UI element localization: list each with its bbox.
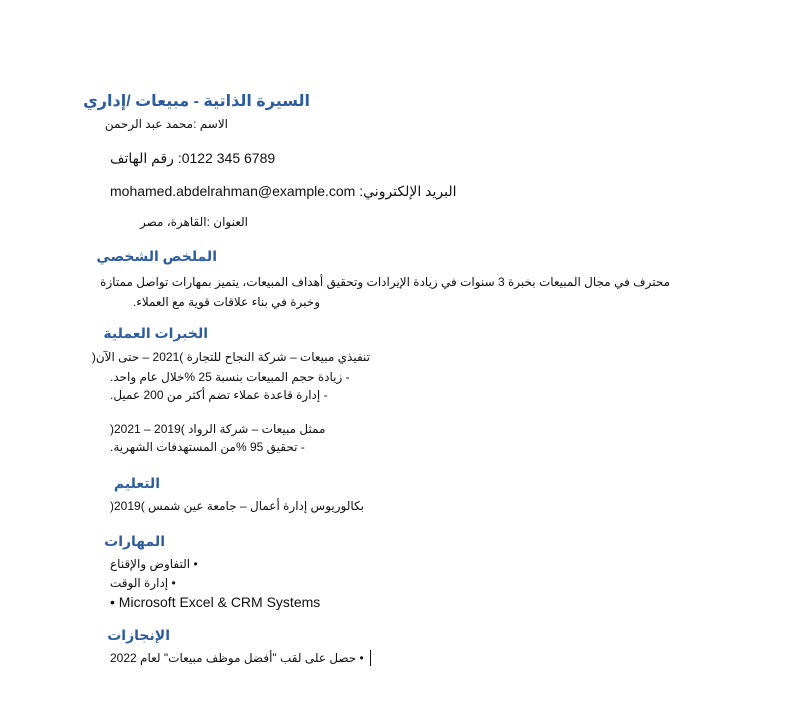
contact-name-line: الاسم :محمد عبد الرحمن (104, 117, 228, 131)
experience-job-title: ممثل مبيعات – شركة الرواد )2019 – 2021( (110, 422, 326, 436)
skills-heading: المهارات (104, 533, 165, 549)
document-title: السيرة الذاتية - مبيعات /إداري (83, 93, 310, 110)
achievements-heading: الإنجازات (107, 627, 170, 643)
skill-item: • إدارة الوقت (110, 576, 176, 590)
experience-achievement: - تحقيق 95 %من المستهدفات الشهرية. (110, 440, 305, 454)
education-heading: التعليم (113, 475, 160, 491)
education-entry: بكالوريوس إدارة أعمال – جامعة عين شمس )2019( (110, 499, 365, 513)
summary-heading: الملخص الشخصي (96, 248, 217, 264)
contact-phone-line: 6789 345 0122: رقم الهاتف (110, 150, 276, 166)
experience-job-title: تنفيذي مبيعات – شركة النجاح للتجارة )2021 – حتى الآن( (91, 350, 370, 364)
experience-achievement: - زيادة حجم المبيعات بنسبة 25 %خلال عام واحد. (110, 370, 350, 384)
contact-email-line: البريد الإلكتروني: mohamed.abdelrahman@example.com (110, 183, 457, 199)
experience-achievement: - إدارة قاعدة عملاء تضم أكثر من 200 عميل. (110, 388, 328, 402)
skill-item: • Microsoft Excel & CRM Systems (110, 594, 321, 610)
summary-paragraph-line: وخبرة في بناء علاقات قوية مع العملاء. (132, 295, 320, 309)
contact-address-line: العنوان :القاهرة، مصر (139, 215, 248, 229)
experience-heading: الخبرات العملية (103, 325, 208, 341)
achievement-item: • حصل على لقب "أفضل موظف مبيعات" لعام 2022 (110, 651, 364, 665)
summary-paragraph-line: محترف في مجال المبيعات بخبرة 3 سنوات في زيادة الإيرادات وتحقيق أهداف المبيعات، يتميز بمهارات تواصل ممتازة (100, 275, 670, 289)
text-cursor (370, 650, 371, 666)
skill-item: • التفاوض والإقناع (110, 557, 198, 571)
